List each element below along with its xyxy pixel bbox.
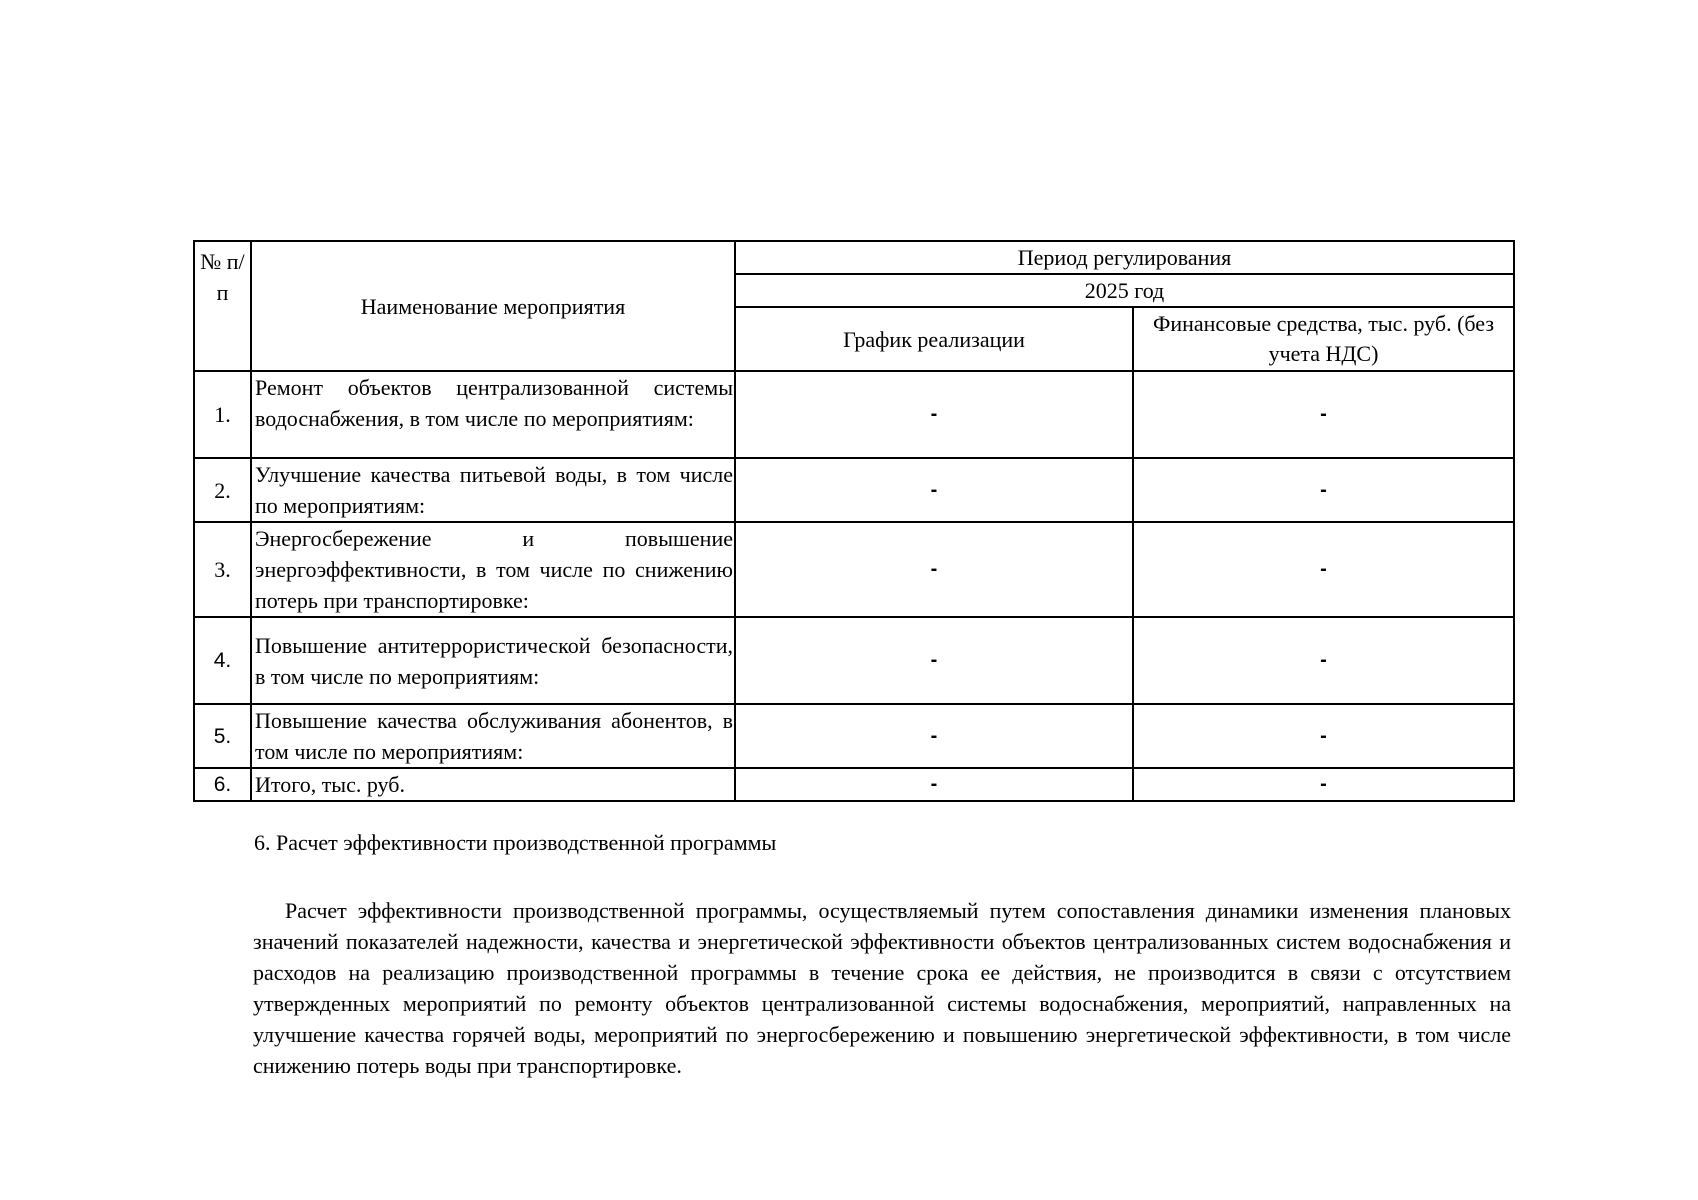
row-schedule: - bbox=[735, 371, 1133, 458]
table-row bbox=[194, 617, 1514, 704]
program-activities-table bbox=[193, 240, 1515, 802]
row-finance: - bbox=[1133, 704, 1514, 768]
row-finance: - bbox=[1133, 768, 1514, 801]
row-finance: - bbox=[1133, 458, 1514, 522]
row-number: 2. bbox=[194, 458, 251, 522]
header-number: № п/п bbox=[194, 241, 251, 371]
row-activity-name: Энергосбережение и повышение энергоэффективности, в том числе по снижению потерь при транспортировке: bbox=[251, 522, 735, 617]
row-schedule: - bbox=[735, 458, 1133, 522]
section-paragraph: Расчет эффективности производственной программы, осуществляемый путем сопоставления динамики изменения плановых значений показателей надежности, качества и энергетической эффективности объектов централизованных систем водоснабжения и расходов на реализацию производственной программы в течение срока ее действия, не производится в связи с отсутствием утвержденных мероприятий по ремонту объектов централизованной системы водоснабжения, мероприятий, направленных на улучшение качества горячей воды, мероприятий по энергосбережению и повышению энергетической эффективности, в том числе снижению потерь воды при транспортировке. bbox=[253, 898, 1511, 1078]
table-total-row bbox=[194, 768, 1514, 801]
row-number: 5. bbox=[194, 704, 251, 768]
row-finance: - bbox=[1133, 371, 1514, 458]
row-schedule: - bbox=[735, 617, 1133, 704]
row-activity-name: Улучшение качества питьевой воды, в том числе по мероприятиям: bbox=[251, 458, 735, 522]
table-row bbox=[194, 371, 1514, 458]
row-number: 4. bbox=[194, 617, 251, 704]
table-row bbox=[194, 522, 1514, 617]
section-title: 6. Расчет эффективности производственной программы bbox=[254, 830, 777, 855]
header-regulation-period: Период регулирования bbox=[735, 241, 1514, 274]
header-schedule: График реализации bbox=[735, 307, 1133, 371]
row-activity-name: Повышение антитеррористической безопасности, в том числе по мероприятиям: bbox=[251, 617, 735, 704]
row-schedule: - bbox=[735, 768, 1133, 801]
row-finance: - bbox=[1133, 522, 1514, 617]
row-activity-name: Ремонт объектов централизованной системы водоснабжения, в том числе по мероприятиям: bbox=[251, 371, 735, 458]
row-activity-name: Повышение качества обслуживания абонентов, в том числе по мероприятиям: bbox=[251, 704, 735, 768]
row-number: 6. bbox=[194, 768, 251, 801]
header-finance: Финансовые средства, тыс. руб. (без учета НДС) bbox=[1133, 307, 1514, 371]
header-activity-name: Наименование мероприятия bbox=[251, 241, 735, 371]
row-finance: - bbox=[1133, 617, 1514, 704]
row-activity-name: Итого, тыс. руб. bbox=[251, 768, 735, 801]
row-number: 3. bbox=[194, 522, 251, 617]
header-year: 2025 год bbox=[735, 274, 1514, 307]
table-row bbox=[194, 704, 1514, 768]
program-table-container bbox=[193, 240, 1513, 802]
table-row bbox=[194, 458, 1514, 522]
row-number: 1. bbox=[194, 371, 251, 458]
row-schedule: - bbox=[735, 704, 1133, 768]
row-schedule: - bbox=[735, 522, 1133, 617]
